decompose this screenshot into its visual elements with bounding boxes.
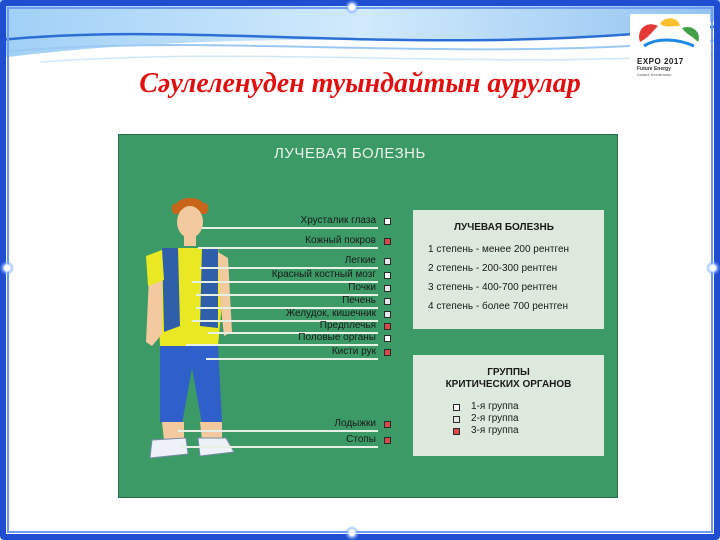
sparkle-icon [706, 261, 720, 275]
organ-label: Половые органы [298, 332, 376, 343]
organ-group-marker-icon [384, 258, 391, 265]
group-2-marker-icon [453, 416, 460, 423]
organ-group-marker-icon [384, 349, 391, 356]
organ-label: Желудок, кишечник [285, 308, 376, 319]
groups-box-title-line2: КРИТИЧЕСКИХ ОРГАНОВ [445, 379, 572, 390]
organ-label: Легкие [344, 255, 376, 266]
organ-leader-line [180, 446, 378, 448]
slide-title: Сәулеленуден туындайтын аурулар [139, 68, 581, 99]
organ-group-marker-icon [384, 285, 391, 292]
group-3-label: 3-я группа [471, 425, 519, 436]
organ-label: Почки [348, 282, 376, 293]
organ-group-marker-icon [384, 323, 391, 330]
organ-leader-line [178, 430, 378, 432]
organ-group-marker-icon [384, 311, 391, 318]
sparkle-icon [345, 0, 359, 14]
group-2-label: 2-я группа [471, 413, 519, 424]
organ-leader-line [202, 227, 378, 229]
organ-label: Лодыжки [334, 418, 376, 429]
organ-group-marker-icon [384, 272, 391, 279]
degree-item: 4 степень - более 700 рентген [428, 301, 568, 312]
organ-label: Хрусталик глаза [300, 215, 376, 226]
group-1-label: 1-я группа [471, 401, 519, 412]
organ-leader-line [198, 247, 378, 249]
organ-group-marker-icon [384, 298, 391, 305]
sparkle-icon [0, 261, 14, 275]
organ-group-marker-icon [384, 437, 391, 444]
groups-box-title-line1: ГРУППЫ [487, 367, 530, 378]
organ-group-marker-icon [384, 421, 391, 428]
degree-item: 1 степень - менее 200 рентген [428, 244, 570, 255]
organ-group-marker-icon [384, 218, 391, 225]
expo-flower-logo-icon [630, 14, 710, 58]
logo-text-expo: EXPO 2017 [637, 57, 684, 66]
degree-item: 3 степень - 400-700 рентген [428, 282, 558, 293]
organ-group-marker-icon [384, 335, 391, 342]
organ-label: Кожный покров [305, 235, 376, 246]
organ-label: Кисти рук [331, 346, 376, 357]
group-3-marker-icon [453, 428, 460, 435]
group-1-marker-icon [453, 404, 460, 411]
organ-leader-line [206, 358, 378, 360]
logo-text-city: Astana Kazakhstan [637, 72, 672, 77]
organ-group-marker-icon [384, 238, 391, 245]
sparkle-icon [345, 526, 359, 540]
logo-text-future: Future Energy [637, 66, 671, 72]
organ-label: Печень [342, 295, 376, 306]
degree-item: 2 степень - 200-300 рентген [428, 263, 558, 274]
panel-title: ЛУЧЕВАЯ БОЛЕЗНЬ [274, 145, 426, 162]
groups-box-title [413, 367, 604, 391]
degrees-box-title: ЛУЧЕВАЯ БОЛЕЗНЬ [454, 222, 554, 233]
organ-label: Предплечья [319, 320, 376, 331]
organ-label: Стопы [346, 434, 376, 445]
organ-label: Красный костный мозг [271, 269, 376, 280]
